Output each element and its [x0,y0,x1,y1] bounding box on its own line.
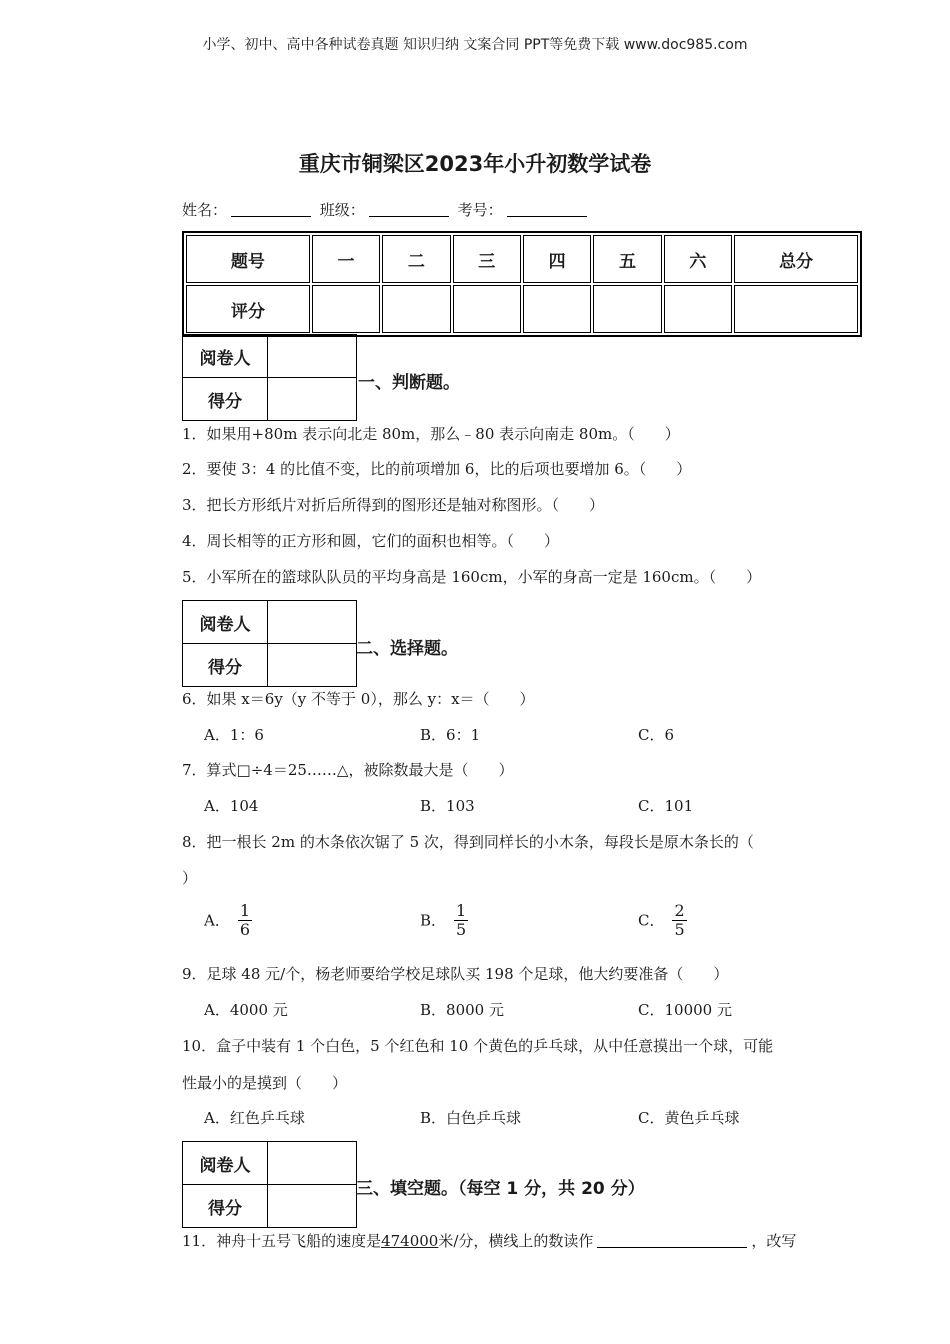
q7-option-c[interactable]: C．101 [638,797,694,815]
student-info-row [182,199,591,220]
name-label: 姓名： [182,201,228,219]
question-10-line-1: 10．盒子中装有 1 个白色，5 个红色和 10 个黄色的乒乓球，从中任意摸出一个球，可能 [182,1037,774,1055]
question-6: 6．如果 x＝6y（y 不等于 0），那么 y：x＝（ ） [182,690,535,708]
score-field[interactable] [268,644,357,687]
q6-option-c[interactable]: C．6 [638,726,675,744]
score-table-header-row [186,235,858,283]
q11-prefix: 11．神舟十五号飞船的速度是 [182,1232,382,1250]
q8-option-c-label: C． [638,911,665,930]
q8-option-b[interactable] [420,902,468,938]
class-field[interactable] [369,202,449,217]
q10-option-b[interactable]: B．白色乒乓球 [420,1109,522,1127]
reviewer-label: 阅卷人 [183,1142,268,1185]
score-cell[interactable] [453,285,521,333]
question-8-line-1: 8．把一根长 2m 的木条依次锯了 5 次，得到同样长的小木条，每段长是原木条长的（ [182,833,754,851]
q10-option-a[interactable]: A．红色乒乓球 [204,1109,305,1127]
section-heading-1: 一、判断题。 [358,373,460,393]
score-table [182,231,862,337]
fraction-denominator: 6 [239,919,251,939]
score-header-cell: 三 [453,235,521,283]
reviewer-field[interactable] [268,335,357,378]
q8-option-c[interactable] [638,902,687,938]
score-cell[interactable] [312,285,380,333]
reviewer-field[interactable] [268,1142,357,1185]
question-9: 9．足球 48 元/个，杨老师要给学校足球队买 198 个足球，他大约要准备（ ） [182,965,729,983]
q7-option-b[interactable]: B．103 [420,797,475,815]
fraction [672,902,686,938]
score-cell[interactable] [593,285,661,333]
q9-option-a[interactable]: A．4000 元 [204,1001,288,1019]
q9-option-c[interactable]: C．10000 元 [638,1001,732,1019]
score-label: 得分 [183,378,268,421]
score-header-cell: 二 [382,235,450,283]
grader-box-2 [182,600,357,687]
score-header-cell: 总分 [734,235,858,283]
section-heading-2: 二、选择题。 [356,639,458,659]
question-7: 7．算式□÷4＝25……△，被除数最大是（ ） [182,761,514,779]
q7-option-a[interactable]: A．104 [204,797,259,815]
reviewer-field[interactable] [268,601,357,644]
score-header-cell: 一 [312,235,380,283]
reviewer-label: 阅卷人 [183,601,268,644]
q8-option-a-label: A． [204,911,230,930]
score-field[interactable] [268,378,357,421]
grader-box-3 [182,1141,357,1228]
question-5: 5．小军所在的篮球队队员的平均身高是 160cm，小军的身高一定是 160cm。（ ） [182,568,762,586]
fraction-denominator: 5 [456,919,467,939]
q11-middle: 米/分，横线上的数读作 [438,1232,594,1250]
score-label: 得分 [183,644,268,687]
fraction-denominator: 5 [674,919,685,939]
score-header-cell: 五 [593,235,661,283]
exam-no-field[interactable] [507,202,587,217]
q6-option-b[interactable]: B．6：1 [420,726,481,744]
q11-suffix: ，改写 [751,1232,797,1250]
question-3: 3．把长方形纸片对折后所得到的图形还是轴对称图形。（ ） [182,496,605,514]
class-label: 班级： [319,201,365,219]
score-header-cell: 题号 [186,235,310,283]
score-row-label: 评分 [186,285,310,333]
section-heading-3: 三、填空题。（每空 1 分，共 20 分） [356,1179,645,1199]
question-8-line-2: ） [182,869,198,887]
question-4: 4．周长相等的正方形和圆，它们的面积也相等。（ ） [182,532,560,550]
q11-underlined-number: 474000 [381,1232,439,1250]
score-header-cell: 四 [523,235,591,283]
score-field[interactable] [268,1185,357,1228]
score-cell[interactable] [523,285,591,333]
site-banner: 小学、初中、高中各种试卷真题 知识归纳 文案合同 PPT等免费下载 www.doc985.com [202,37,748,53]
q8-option-a[interactable] [204,902,252,938]
grader-box-1 [182,334,357,421]
question-11 [182,1230,796,1251]
page-title: 重庆市铜梁区2023年小升初数学试卷 [298,152,652,176]
exam-no-label: 考号： [457,201,503,219]
question-10-line-2: 性最小的是摸到（ ） [182,1074,348,1092]
reviewer-label: 阅卷人 [183,335,268,378]
question-2: 2．要使 3：4 的比值不变，比的前项增加 6，比的后项也要增加 6。（ ） [182,460,692,478]
score-table-score-row [186,285,858,333]
fraction-numerator: 2 [674,901,685,920]
fraction [238,902,252,938]
score-cell[interactable] [382,285,450,333]
score-label: 得分 [183,1185,268,1228]
fraction [454,902,468,938]
q9-option-b[interactable]: B．8000 元 [420,1001,504,1019]
score-header-cell: 六 [664,235,732,283]
question-1: 1．如果用+80m 表示向北走 80m，那么﹣80 表示向南走 80m。（ ） [182,425,680,443]
fraction-numerator: 1 [239,901,251,920]
q10-option-c[interactable]: C．黄色乒乓球 [638,1109,740,1127]
score-cell[interactable] [734,285,858,333]
q8-option-b-label: B． [420,911,447,930]
q6-option-a[interactable]: A．1：6 [204,726,264,744]
score-cell[interactable] [664,285,732,333]
q11-answer-blank[interactable] [597,1233,747,1248]
name-field[interactable] [231,202,311,217]
fraction-numerator: 1 [456,901,467,920]
